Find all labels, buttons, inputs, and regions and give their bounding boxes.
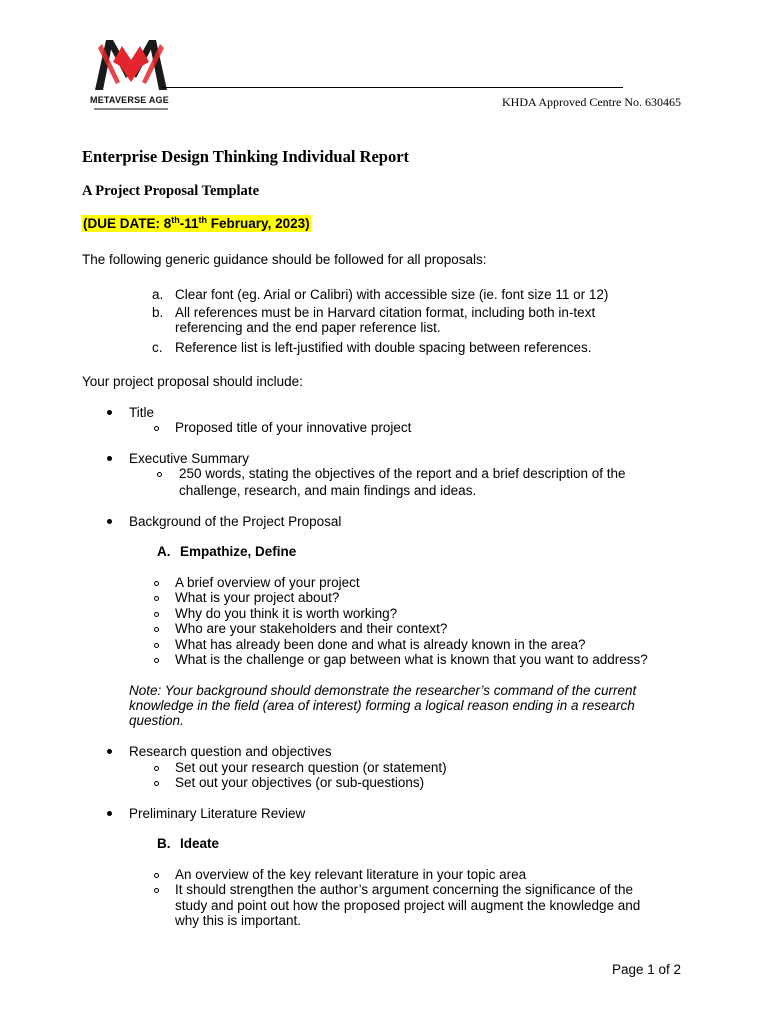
hollow-bullet-icon bbox=[157, 472, 162, 477]
section-background-label: Background of the Project Proposal bbox=[129, 514, 342, 529]
subsection-b-marker: B. bbox=[157, 836, 171, 851]
background-note-line-3: question. bbox=[129, 713, 184, 728]
hollow-bullet-icon bbox=[154, 426, 159, 431]
subsection-b-heading: Ideate bbox=[180, 836, 220, 851]
logo bbox=[90, 32, 172, 112]
bullet-icon bbox=[107, 811, 112, 816]
hollow-bullet-icon bbox=[154, 873, 159, 878]
background-item: What is the challenge or gap between what is known that you want to address? bbox=[175, 652, 648, 667]
khda-approval-text: KHDA Approved Centre No. 630465 bbox=[502, 95, 681, 109]
header-rule bbox=[162, 87, 623, 88]
guidance-marker-c: c. bbox=[152, 340, 163, 355]
literature-item-2-line-1: It should strengthen the author’s argument concerning the significance of the bbox=[175, 882, 634, 897]
hollow-bullet-icon bbox=[154, 888, 159, 893]
document-title: Enterprise Design Thinking Individual Report bbox=[82, 147, 410, 166]
hollow-bullet-icon bbox=[154, 658, 159, 663]
background-item: A brief overview of your project bbox=[175, 575, 360, 590]
guidance-item-b-line-1: All references must be in Harvard citation format, including both in-text bbox=[175, 305, 596, 320]
guidance-intro: The following generic guidance should be followed for all proposals: bbox=[82, 252, 487, 267]
research-item: Set out your objectives (or sub-questions) bbox=[175, 775, 425, 790]
hollow-bullet-icon bbox=[154, 781, 159, 786]
due-date-sup-1: th bbox=[171, 215, 180, 225]
page-number: Page 1 of 2 bbox=[612, 962, 682, 977]
due-date-highlight bbox=[82, 215, 311, 232]
background-item: What is your project about? bbox=[175, 590, 340, 605]
section-literature-label: Preliminary Literature Review bbox=[129, 806, 306, 821]
bullet-icon bbox=[107, 519, 112, 524]
logo-wordmark: METAVERSE AGE bbox=[90, 95, 169, 105]
literature-item-2-line-3: why this is important. bbox=[175, 913, 302, 928]
hollow-bullet-icon bbox=[154, 766, 159, 771]
document-subtitle: A Project Proposal Template bbox=[82, 183, 260, 199]
metaverse-age-logo-mark bbox=[90, 32, 172, 94]
section-research-label: Research question and objectives bbox=[129, 744, 332, 759]
bullet-icon bbox=[107, 749, 112, 754]
literature-item-2-line-2: study and point out how the proposed project will augment the knowledge and bbox=[175, 898, 641, 913]
due-date-sup-2: th bbox=[198, 215, 208, 225]
section-exec-label: Executive Summary bbox=[129, 451, 250, 466]
bullet-icon bbox=[107, 410, 112, 415]
guidance-item-c: Reference list is left-justified with double spacing between references. bbox=[175, 340, 592, 355]
background-item: Who are your stakeholders and their context? bbox=[175, 621, 448, 636]
section-exec-line-2: challenge, research, and main findings and ideas. bbox=[179, 483, 477, 498]
research-item: Set out your research question (or statement) bbox=[175, 760, 447, 775]
background-note-line-1: Note: Your background should demonstrate the researcher’s command of the current bbox=[129, 683, 637, 698]
background-note-line-2: knowledge in the field (area of interest) forming a logical reason ending in a research bbox=[129, 698, 635, 713]
hollow-bullet-icon bbox=[154, 581, 159, 586]
hollow-bullet-icon bbox=[154, 643, 159, 648]
guidance-item-a: Clear font (eg. Arial or Calibri) with accessible size (ie. font size 11 or 12) bbox=[175, 287, 609, 302]
section-exec-line-1: 250 words, stating the objectives of the report and a brief description of the bbox=[179, 466, 626, 481]
background-item: What has already been done and what is already known in the area? bbox=[175, 637, 586, 652]
hollow-bullet-icon bbox=[154, 596, 159, 601]
hollow-bullet-icon bbox=[154, 612, 159, 617]
include-intro: Your project proposal should include: bbox=[82, 374, 303, 389]
guidance-marker-b: b. bbox=[152, 305, 164, 320]
due-date-suffix: February, 2023) bbox=[207, 216, 310, 231]
logo-tagline bbox=[94, 108, 168, 110]
section-title-item: Proposed title of your innovative project bbox=[175, 420, 412, 435]
subsection-a-heading: Empathize, Define bbox=[180, 544, 297, 559]
bullet-icon bbox=[107, 456, 112, 461]
background-item: Why do you think it is worth working? bbox=[175, 606, 398, 621]
due-date-prefix: (DUE DATE: 8 bbox=[83, 216, 172, 231]
subsection-a-marker: A. bbox=[157, 544, 171, 559]
literature-item-1: An overview of the key relevant literature in your topic area bbox=[175, 867, 527, 882]
section-title-label: Title bbox=[129, 405, 155, 420]
guidance-item-b-line-2: referencing and the end paper reference list. bbox=[175, 320, 441, 335]
guidance-marker-a: a. bbox=[152, 287, 164, 302]
due-date-mid: -11 bbox=[179, 216, 199, 231]
hollow-bullet-icon bbox=[154, 627, 159, 632]
